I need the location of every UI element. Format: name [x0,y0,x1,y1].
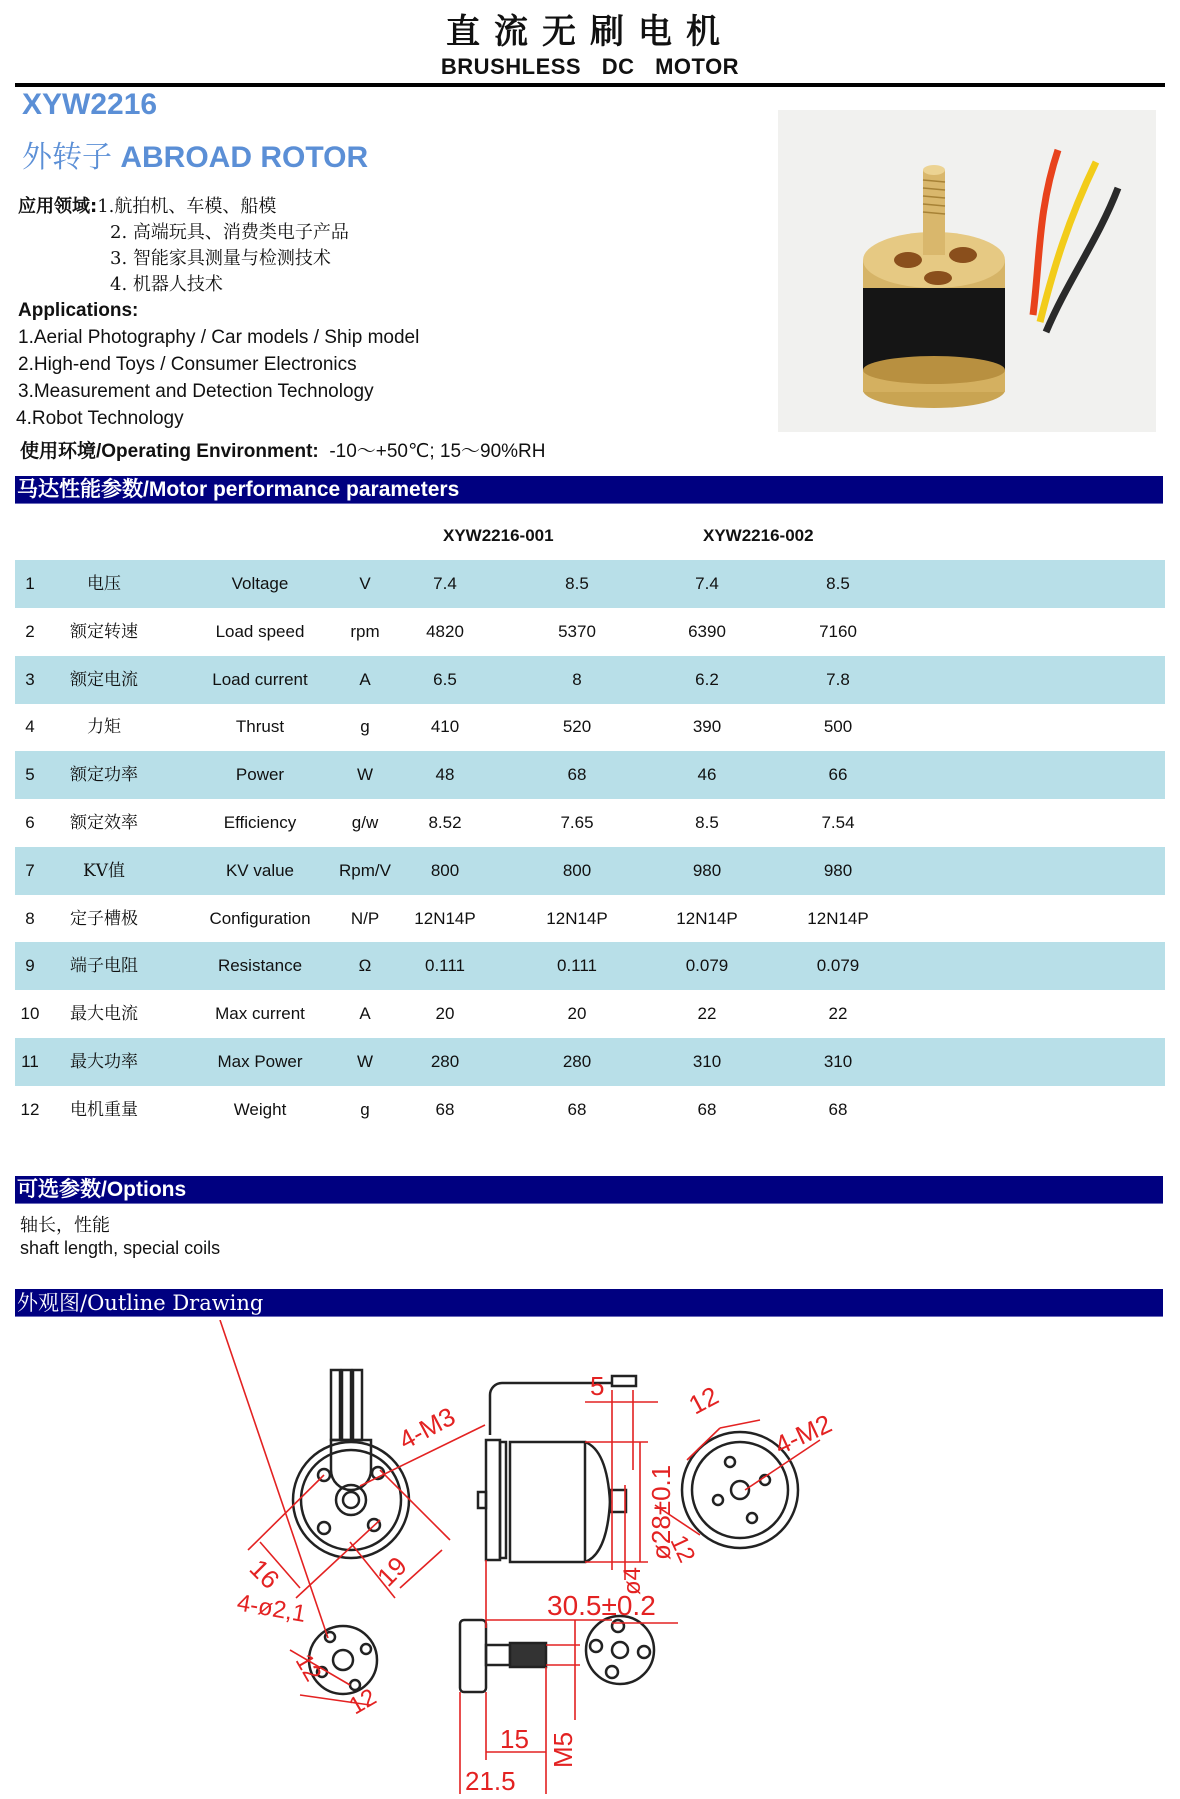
row-number: 7 [25,860,35,880]
param-unit: W [356,765,374,785]
dim-diameter: ø28±0.1 [646,1464,676,1560]
section-header-outline: 外观图/Outline Drawing [15,1289,1163,1317]
table-row [15,608,1165,656]
table-row [15,560,1165,608]
param-name-en: Resistance [217,956,303,976]
value-002-b: 7160 [819,621,857,641]
param-name-en: Max current [215,1004,305,1024]
technical-drawing [200,1320,960,1794]
applications-cn-item: 1.航拍机、车模、船模 [97,196,277,217]
applications-en-item: 1.Aerial Photography / Car models / Ship model [18,327,420,348]
param-unit: Rpm/V [339,860,391,880]
options-text-en: shaft length, special coils [20,1238,221,1258]
options-text-cn: 轴长，性能 [20,1215,110,1236]
table-row [15,799,1165,847]
value-002-a: 0.079 [685,956,729,976]
value-002-a: 310 [692,1052,722,1071]
value-001-a: 20 [435,1004,455,1024]
value-002-a: 68 [697,1099,717,1119]
table-row [15,942,1165,990]
applications-cn-item: 4. 机器人技术 [110,274,223,295]
row-number: 10 [20,1004,40,1024]
param-name-cn: KV值 [83,860,125,881]
value-001-a: 800 [430,860,460,880]
param-name-en: Efficiency [223,813,297,832]
row-number: 12 [20,1099,40,1119]
dim-adapter-21-5: 21.5 [465,1766,516,1794]
value-002-b: 66 [828,765,848,785]
dimension-labels [235,1371,836,1794]
applications-cn-item: 3. 智能家具测量与检测技术 [110,248,331,269]
param-name-en: Load speed [215,621,305,641]
value-001-a: 68 [435,1099,455,1119]
applications-en-item: 3.Measurement and Detection Technology [18,381,374,402]
param-name-en: Max Power [217,1052,303,1071]
value-002-b: 22 [828,1004,848,1024]
param-unit: g [360,1099,370,1119]
dim-rear-12: 12 [683,1380,724,1421]
param-name-en: KV value [225,860,295,880]
table-row [15,990,1165,1038]
param-name-en: Voltage [231,574,289,593]
table-row [15,895,1165,943]
row-number: 1 [25,574,35,593]
param-name-cn: 电压 [87,574,121,594]
value-001-b: 8 [572,669,582,689]
rotor-type-cn: 外转子 [22,140,112,175]
param-name-en: Load current [212,669,308,689]
param-name-en: Weight [233,1099,287,1119]
value-002-b: 7.8 [826,669,850,689]
value-002-a: 980 [692,860,722,880]
param-unit: W [356,1052,374,1071]
dim-front-holes: 4-M3 [393,1400,461,1456]
param-unit: A [359,1004,371,1024]
value-001-a: 8.52 [428,813,462,832]
param-unit: g [360,717,370,737]
dim-length: 30.5±0.2 [547,1590,656,1621]
value-002-b: 68 [828,1099,848,1119]
applications-cn-line-1 [18,192,276,218]
dim-shaft-length: 5 [590,1371,605,1401]
title-chinese: 直流无刷电机 [446,12,734,52]
table-row [15,656,1165,704]
dim-adapter-15: 15 [500,1724,529,1754]
value-002-a: 8.5 [695,813,719,832]
dim-rear-holes: 4-M2 [769,1408,837,1461]
rotor-type [22,132,368,176]
environment-value: -10～+50℃; 15～90%RH [329,441,546,462]
value-001-a: 280 [430,1052,460,1071]
value-001-b: 7.65 [560,813,594,832]
param-name-cn: 电机重量 [70,1099,138,1120]
row-number: 8 [25,908,35,928]
param-name-cn: 额定转速 [70,621,138,642]
operating-environment [20,436,546,463]
value-001-a: 12N14P [414,908,476,928]
row-number: 6 [25,813,35,832]
row-number: 3 [25,669,35,689]
param-name-cn: 额定功率 [70,765,138,786]
table-row [15,703,1165,751]
dimension-lines [220,1320,820,1794]
value-001-b: 5370 [558,621,596,641]
motor-illustration [778,110,1156,432]
outline-drawing [200,1320,960,1794]
motor-photo [778,110,1156,432]
param-name-cn: 额定效率 [70,813,138,833]
value-001-b: 12N14P [546,908,608,928]
table-row [15,751,1165,799]
value-002-b: 7.54 [821,813,855,832]
param-unit: N/P [350,908,380,928]
applications-cn-label: 应用领域: [18,196,98,217]
value-002-b: 8.5 [826,574,850,593]
param-unit: A [359,669,371,689]
section-header-options: 可选参数/Options [15,1176,1163,1204]
param-unit: Ω [358,956,372,976]
table-row [15,1086,1165,1134]
value-002-a: 12N14P [676,908,738,928]
value-002-a: 46 [697,765,717,785]
value-001-a: 7.4 [433,574,457,593]
table-row [15,1038,1165,1086]
row-number: 5 [25,765,35,785]
value-001-a: 410 [430,717,460,737]
value-001-b: 68 [567,765,587,785]
value-002-b: 980 [823,860,853,880]
param-name-cn: 最大功率 [70,1052,138,1072]
value-002-b: 500 [823,717,853,737]
value-002-a: 390 [692,717,722,737]
model-header-001: XYW2216-001 [443,526,554,545]
front-view [293,1370,409,1558]
prop-adapter-end [586,1616,654,1684]
section-header-performance: 马达性能参数/Motor performance parameters [15,476,1163,504]
param-name-en: Power [235,765,285,785]
dim-mount-12b: 12 [344,1683,382,1721]
value-002-b: 12N14P [807,908,869,928]
dim-adapter-m5: M5 [548,1731,578,1768]
value-001-b: 68 [567,1099,587,1119]
model-number: XYW2216 [22,88,158,121]
param-name-cn: 端子电阻 [70,956,138,977]
row-number: 4 [25,717,35,737]
param-unit: V [359,574,371,593]
row-number: 9 [25,956,35,976]
applications-en-item: 2.High-end Toys / Consumer Electronics [18,354,357,375]
value-001-b: 520 [562,717,592,737]
param-name-en: Configuration [209,908,311,928]
value-001-b: 280 [562,1052,592,1071]
dim-mount-holes: 4-ø2,1 [234,1589,308,1628]
rotor-type-en: ABROAD ROTOR [120,141,369,174]
dim-mount-12a: 12 [289,1649,327,1687]
row-number: 2 [25,621,35,641]
param-unit: rpm [350,621,380,641]
row-number: 11 [21,1052,39,1071]
value-001-a: 4820 [426,621,464,641]
dim-front-19: 19 [371,1550,413,1593]
param-name-cn: 力矩 [87,717,121,738]
table-row [15,847,1165,895]
param-name-en: Thrust [235,717,285,737]
header-divider [15,83,1165,87]
model-header-002: XYW2216-002 [703,526,814,545]
value-002-b: 0.079 [816,956,860,976]
param-name-cn: 额定电流 [70,669,138,690]
value-002-a: 6390 [688,621,726,641]
value-001-a: 48 [435,765,455,785]
value-001-b: 8.5 [565,574,589,593]
dim-rear-12b: 12 [664,1531,701,1567]
applications-cn-item: 2. 高端玩具、消费类电子产品 [110,222,349,243]
dim-front-16: 16 [243,1553,286,1595]
value-001-b: 800 [562,860,592,880]
applications-en-item: 4.Robot Technology [16,408,184,429]
param-name-cn: 定子槽极 [70,908,138,929]
value-002-b: 310 [823,1052,853,1071]
environment-label: 使用环境/Operating Environment: [20,441,319,462]
value-001-a: 0.111 [424,956,466,976]
value-002-a: 22 [697,1004,717,1024]
param-unit: g/w [351,813,379,832]
value-001-a: 6.5 [433,669,457,689]
value-001-b: 20 [567,1004,587,1024]
value-002-a: 7.4 [695,574,719,593]
applications-en-label: Applications: [18,300,139,321]
param-name-cn: 最大电流 [70,1004,138,1025]
value-002-a: 6.2 [695,669,719,689]
dim-shaft-diameter: ø4 [619,1566,646,1595]
prop-adapter [460,1620,546,1692]
title-english: BRUSHLESS DC MOTOR [440,54,740,79]
value-001-b: 0.111 [556,956,598,976]
